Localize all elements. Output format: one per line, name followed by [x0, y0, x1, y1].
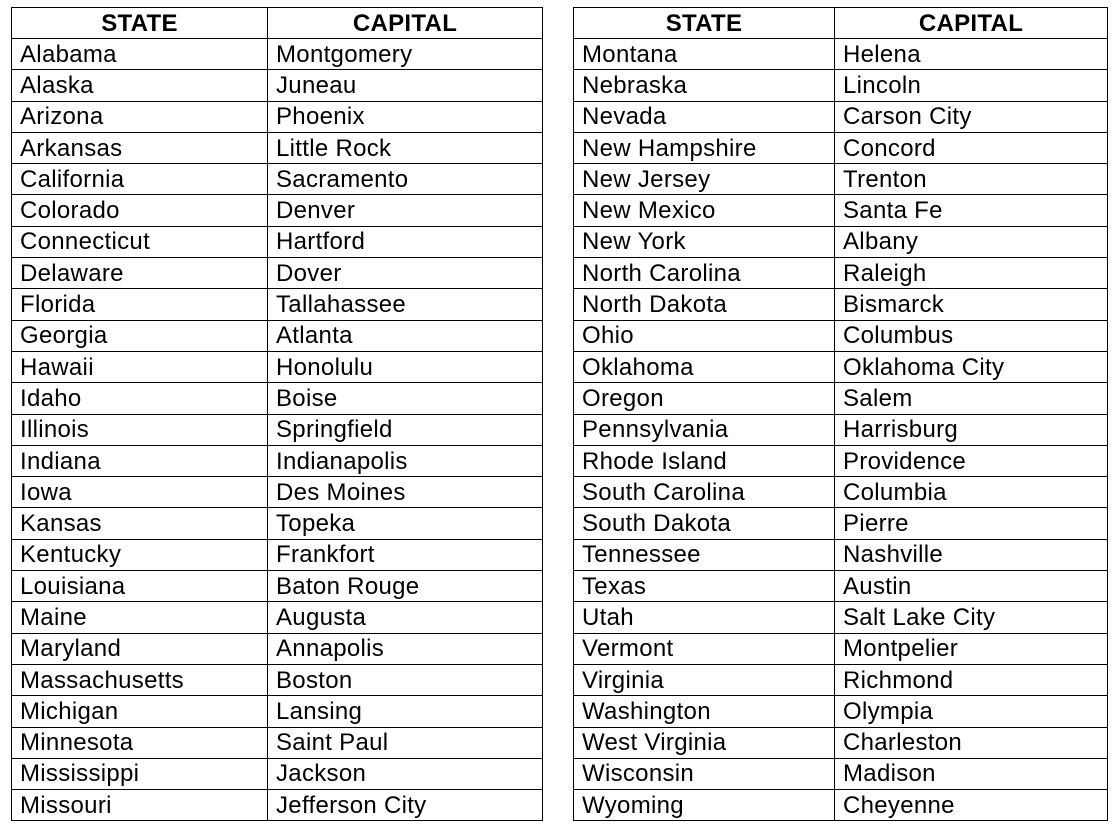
state-cell: North Dakota — [574, 289, 835, 320]
table-row — [12, 351, 543, 382]
state-column-header: STATE — [12, 8, 268, 39]
capital-cell: Montgomery — [268, 39, 543, 70]
capital-cell: Concord — [835, 132, 1108, 163]
state-cell: Hawaii — [12, 351, 268, 382]
state-cell: Delaware — [12, 258, 268, 289]
table-row — [574, 320, 1108, 351]
state-capitals-table-left — [11, 7, 543, 821]
state-cell: Idaho — [12, 383, 268, 414]
table-row — [12, 727, 543, 758]
table-row — [12, 508, 543, 539]
state-cell: Oklahoma — [574, 351, 835, 382]
state-cell: Alabama — [12, 39, 268, 70]
header-row — [12, 8, 543, 39]
capital-cell: Dover — [268, 258, 543, 289]
state-cell: Minnesota — [12, 727, 268, 758]
state-cell: Pennsylvania — [574, 414, 835, 445]
capital-cell: Bismarck — [835, 289, 1108, 320]
state-cell: Washington — [574, 696, 835, 727]
state-cell: New Hampshire — [574, 132, 835, 163]
table-row — [12, 539, 543, 570]
state-cell: Iowa — [12, 477, 268, 508]
state-cell: California — [12, 164, 268, 195]
capital-cell: Montpelier — [835, 633, 1108, 664]
table-row — [574, 758, 1108, 789]
capital-cell: Jackson — [268, 758, 543, 789]
state-cell: West Virginia — [574, 727, 835, 758]
state-column-header: STATE — [574, 8, 835, 39]
capital-cell: Indianapolis — [268, 445, 543, 476]
capital-cell: Springfield — [268, 414, 543, 445]
table-row — [574, 602, 1108, 633]
capital-cell: Phoenix — [268, 101, 543, 132]
capital-cell: Helena — [835, 39, 1108, 70]
capital-cell: Madison — [835, 758, 1108, 789]
table-row — [12, 70, 543, 101]
capital-cell: Oklahoma City — [835, 351, 1108, 382]
capital-cell: Annapolis — [268, 633, 543, 664]
capital-cell: Cheyenne — [835, 790, 1108, 821]
table-body-left — [12, 39, 543, 821]
table-row — [574, 508, 1108, 539]
capital-cell: Little Rock — [268, 132, 543, 163]
capital-cell: Tallahassee — [268, 289, 543, 320]
table-row — [574, 164, 1108, 195]
table-row — [12, 445, 543, 476]
state-cell: Maryland — [12, 633, 268, 664]
state-cell: Rhode Island — [574, 445, 835, 476]
state-cell: Wyoming — [574, 790, 835, 821]
table-row — [12, 383, 543, 414]
capital-cell: Denver — [268, 195, 543, 226]
state-cell: Alaska — [12, 70, 268, 101]
capital-cell: Juneau — [268, 70, 543, 101]
state-cell: Kansas — [12, 508, 268, 539]
table-row — [12, 132, 543, 163]
table-row — [12, 226, 543, 257]
table-row — [574, 727, 1108, 758]
table-row — [12, 602, 543, 633]
state-cell: South Dakota — [574, 508, 835, 539]
state-cell: Missouri — [12, 790, 268, 821]
state-cell: Illinois — [12, 414, 268, 445]
capital-cell: Des Moines — [268, 477, 543, 508]
capital-cell: Charleston — [835, 727, 1108, 758]
table-row — [574, 696, 1108, 727]
capital-cell: Topeka — [268, 508, 543, 539]
capital-cell: Columbus — [835, 320, 1108, 351]
capital-cell: Providence — [835, 445, 1108, 476]
table-row — [574, 351, 1108, 382]
capital-cell: Columbia — [835, 477, 1108, 508]
table-row — [574, 477, 1108, 508]
table-row — [12, 195, 543, 226]
table-row — [574, 445, 1108, 476]
capital-cell: Lansing — [268, 696, 543, 727]
capital-cell: Atlanta — [268, 320, 543, 351]
table-row — [574, 571, 1108, 602]
table-row — [12, 696, 543, 727]
table-row — [12, 477, 543, 508]
state-cell: Florida — [12, 289, 268, 320]
state-cell: Ohio — [574, 320, 835, 351]
capital-cell: Boise — [268, 383, 543, 414]
capital-cell: Raleigh — [835, 258, 1108, 289]
state-cell: North Carolina — [574, 258, 835, 289]
state-cell: Tennessee — [574, 539, 835, 570]
table-row — [574, 790, 1108, 821]
table-row — [574, 289, 1108, 320]
table-row — [574, 226, 1108, 257]
state-cell: Georgia — [12, 320, 268, 351]
state-cell: Michigan — [12, 696, 268, 727]
table-row — [12, 164, 543, 195]
table-row — [12, 289, 543, 320]
state-cell: Utah — [574, 602, 835, 633]
table-row — [574, 195, 1108, 226]
table-row — [12, 633, 543, 664]
table-row — [12, 571, 543, 602]
table-row — [574, 101, 1108, 132]
state-cell: Maine — [12, 602, 268, 633]
capital-cell: Trenton — [835, 164, 1108, 195]
capital-cell: Baton Rouge — [268, 571, 543, 602]
state-cell: Massachusetts — [12, 664, 268, 695]
table-row — [12, 758, 543, 789]
table-row — [574, 70, 1108, 101]
state-cell: New Jersey — [574, 164, 835, 195]
capital-cell: Hartford — [268, 226, 543, 257]
state-capitals-table-right — [573, 7, 1108, 821]
table-row — [12, 39, 543, 70]
capital-cell: Saint Paul — [268, 727, 543, 758]
capital-cell: Albany — [835, 226, 1108, 257]
capital-cell: Pierre — [835, 508, 1108, 539]
state-cell: Indiana — [12, 445, 268, 476]
state-cell: Kentucky — [12, 539, 268, 570]
table-row — [12, 790, 543, 821]
state-cell: Nevada — [574, 101, 835, 132]
capital-cell: Salem — [835, 383, 1108, 414]
state-cell: Texas — [574, 571, 835, 602]
table-row — [12, 320, 543, 351]
state-cell: Vermont — [574, 633, 835, 664]
state-cell: Louisiana — [12, 571, 268, 602]
state-cell: Nebraska — [574, 70, 835, 101]
capital-cell: Sacramento — [268, 164, 543, 195]
table-row — [574, 39, 1108, 70]
table-row — [12, 258, 543, 289]
table-row — [12, 414, 543, 445]
header-row — [574, 8, 1108, 39]
state-cell: New York — [574, 226, 835, 257]
state-cell: South Carolina — [574, 477, 835, 508]
state-cell: Oregon — [574, 383, 835, 414]
capital-cell: Jefferson City — [268, 790, 543, 821]
capital-cell: Augusta — [268, 602, 543, 633]
state-cell: New Mexico — [574, 195, 835, 226]
capital-cell: Nashville — [835, 539, 1108, 570]
capital-cell: Frankfort — [268, 539, 543, 570]
state-cell: Connecticut — [12, 226, 268, 257]
state-cell: Montana — [574, 39, 835, 70]
capital-cell: Carson City — [835, 101, 1108, 132]
state-cell: Arizona — [12, 101, 268, 132]
state-cell: Mississippi — [12, 758, 268, 789]
capital-cell: Olympia — [835, 696, 1108, 727]
capital-cell: Honolulu — [268, 351, 543, 382]
capital-cell: Lincoln — [835, 70, 1108, 101]
capital-cell: Harrisburg — [835, 414, 1108, 445]
capital-cell: Salt Lake City — [835, 602, 1108, 633]
capital-column-header: CAPITAL — [835, 8, 1108, 39]
state-cell: Colorado — [12, 195, 268, 226]
table-row — [574, 258, 1108, 289]
table-row — [574, 539, 1108, 570]
table-row — [574, 383, 1108, 414]
state-cell: Wisconsin — [574, 758, 835, 789]
table-row — [574, 414, 1108, 445]
table-row — [12, 664, 543, 695]
table-row — [574, 633, 1108, 664]
table-row — [574, 664, 1108, 695]
capital-cell: Boston — [268, 664, 543, 695]
capital-column-header: CAPITAL — [268, 8, 543, 39]
state-cell: Virginia — [574, 664, 835, 695]
table-row — [574, 132, 1108, 163]
capital-cell: Santa Fe — [835, 195, 1108, 226]
state-cell: Arkansas — [12, 132, 268, 163]
table-row — [12, 101, 543, 132]
capital-cell: Richmond — [835, 664, 1108, 695]
table-body-right — [574, 39, 1108, 821]
capital-cell: Austin — [835, 571, 1108, 602]
